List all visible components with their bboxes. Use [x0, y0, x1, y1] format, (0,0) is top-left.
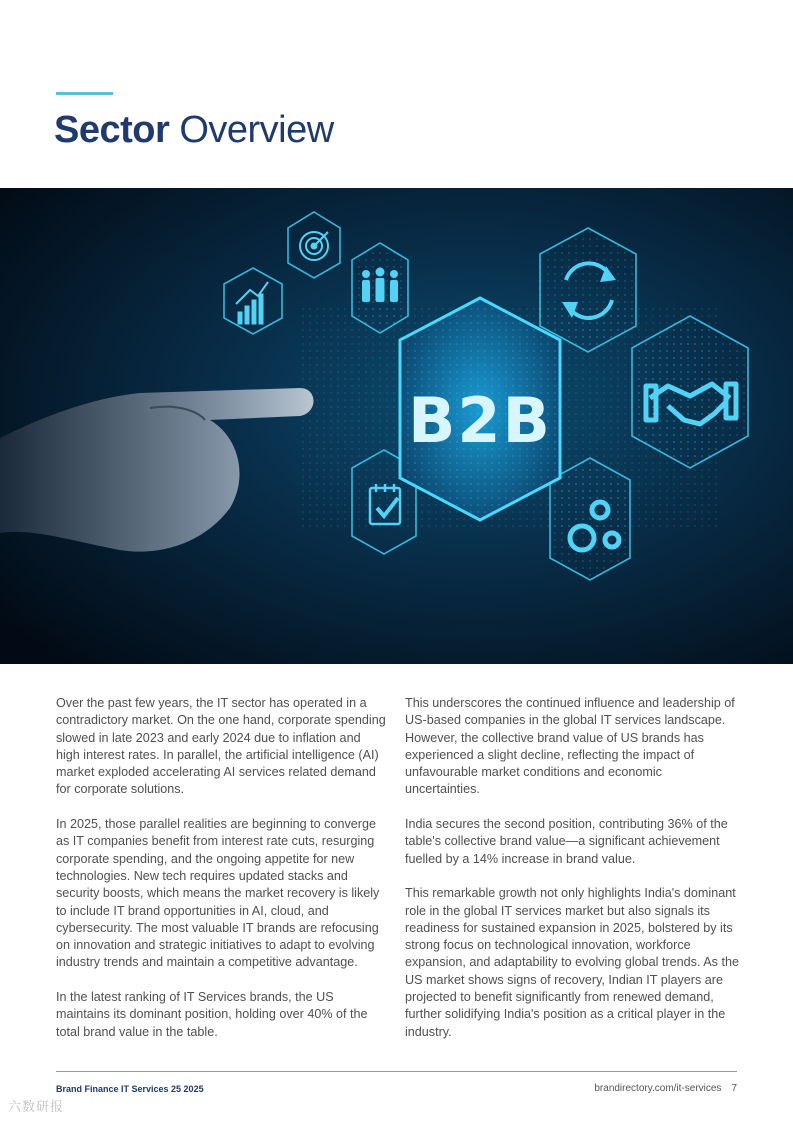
page-number: 7 [731, 1083, 737, 1094]
people-icon [362, 268, 398, 303]
body-paragraph: This underscores the continued influence and leadership of US-based companies in the global IT services landscape. However, the collective brand value of US brands has experienced a slight decline, reflecting the impact of unfavourable market conditions and economic uncertainties. [405, 696, 735, 797]
footer-publication: Brand Finance IT Services 25 2025 [56, 1084, 204, 1094]
body-column-right [405, 695, 740, 1058]
page-title-rest: Overview [169, 109, 334, 151]
b2b-label: B2B [408, 384, 552, 457]
body-paragraph: India secures the second position, contributing 36% of the table's collective brand value—a significant achievement fuelled by a 14% increase in brand value. [405, 817, 728, 866]
body-column-left [56, 695, 386, 1058]
footer-url[interactable]: brandirectory.com/it-services [594, 1083, 722, 1094]
body-paragraph: Over the past few years, the IT sector has operated in a contradictory market. On the one hand, corporate spending slowed in late 2023 and early 2024 due to inflation and high interest rates. In parallel, the artificial intelligence (AI) market exploded accelerating AI services related demand for corporate solutions. [56, 696, 386, 797]
footer-divider [56, 1071, 737, 1072]
page-title-bold: Sector [54, 109, 170, 151]
body-paragraph: This remarkable growth not only highlights India's dominant role in the global IT services market but also signals its readiness for sustained expansion in 2025, bolstered by its strong focus on technological innovation, workforce expansion, and adaptability to evolving global trends. As the US market shows signs of recovery, Indian IT players are projected to benefit significantly from renewed demand, further solidifying India's position as a critical player in the industry. [405, 886, 739, 1039]
title-accent-rule [56, 92, 113, 95]
watermark-logo: 六数研报 [8, 1099, 65, 1114]
hero-image [0, 188, 793, 664]
body-paragraph: In 2025, those parallel realities are beginning to converge as IT companies benefit from interest rate cuts, resurging corporate spending, and the ongoing appetite for new technologies. New tech requires updated stacks and security boosts, which means the market recovery is likely to include IT brand opportunities in AI, cloud, and cybersecurity. The most valuable IT brands are refocusing on innovation and strategic initiatives to adapt to evolving industry trends and maintain a competitive advantage. [56, 817, 380, 970]
page-title [54, 104, 334, 156]
body-paragraph: In the latest ranking of IT Services brands, the US maintains its dominant position, holding over 40% of the total brand value in the table. [56, 990, 368, 1039]
footer-right [594, 1083, 737, 1094]
